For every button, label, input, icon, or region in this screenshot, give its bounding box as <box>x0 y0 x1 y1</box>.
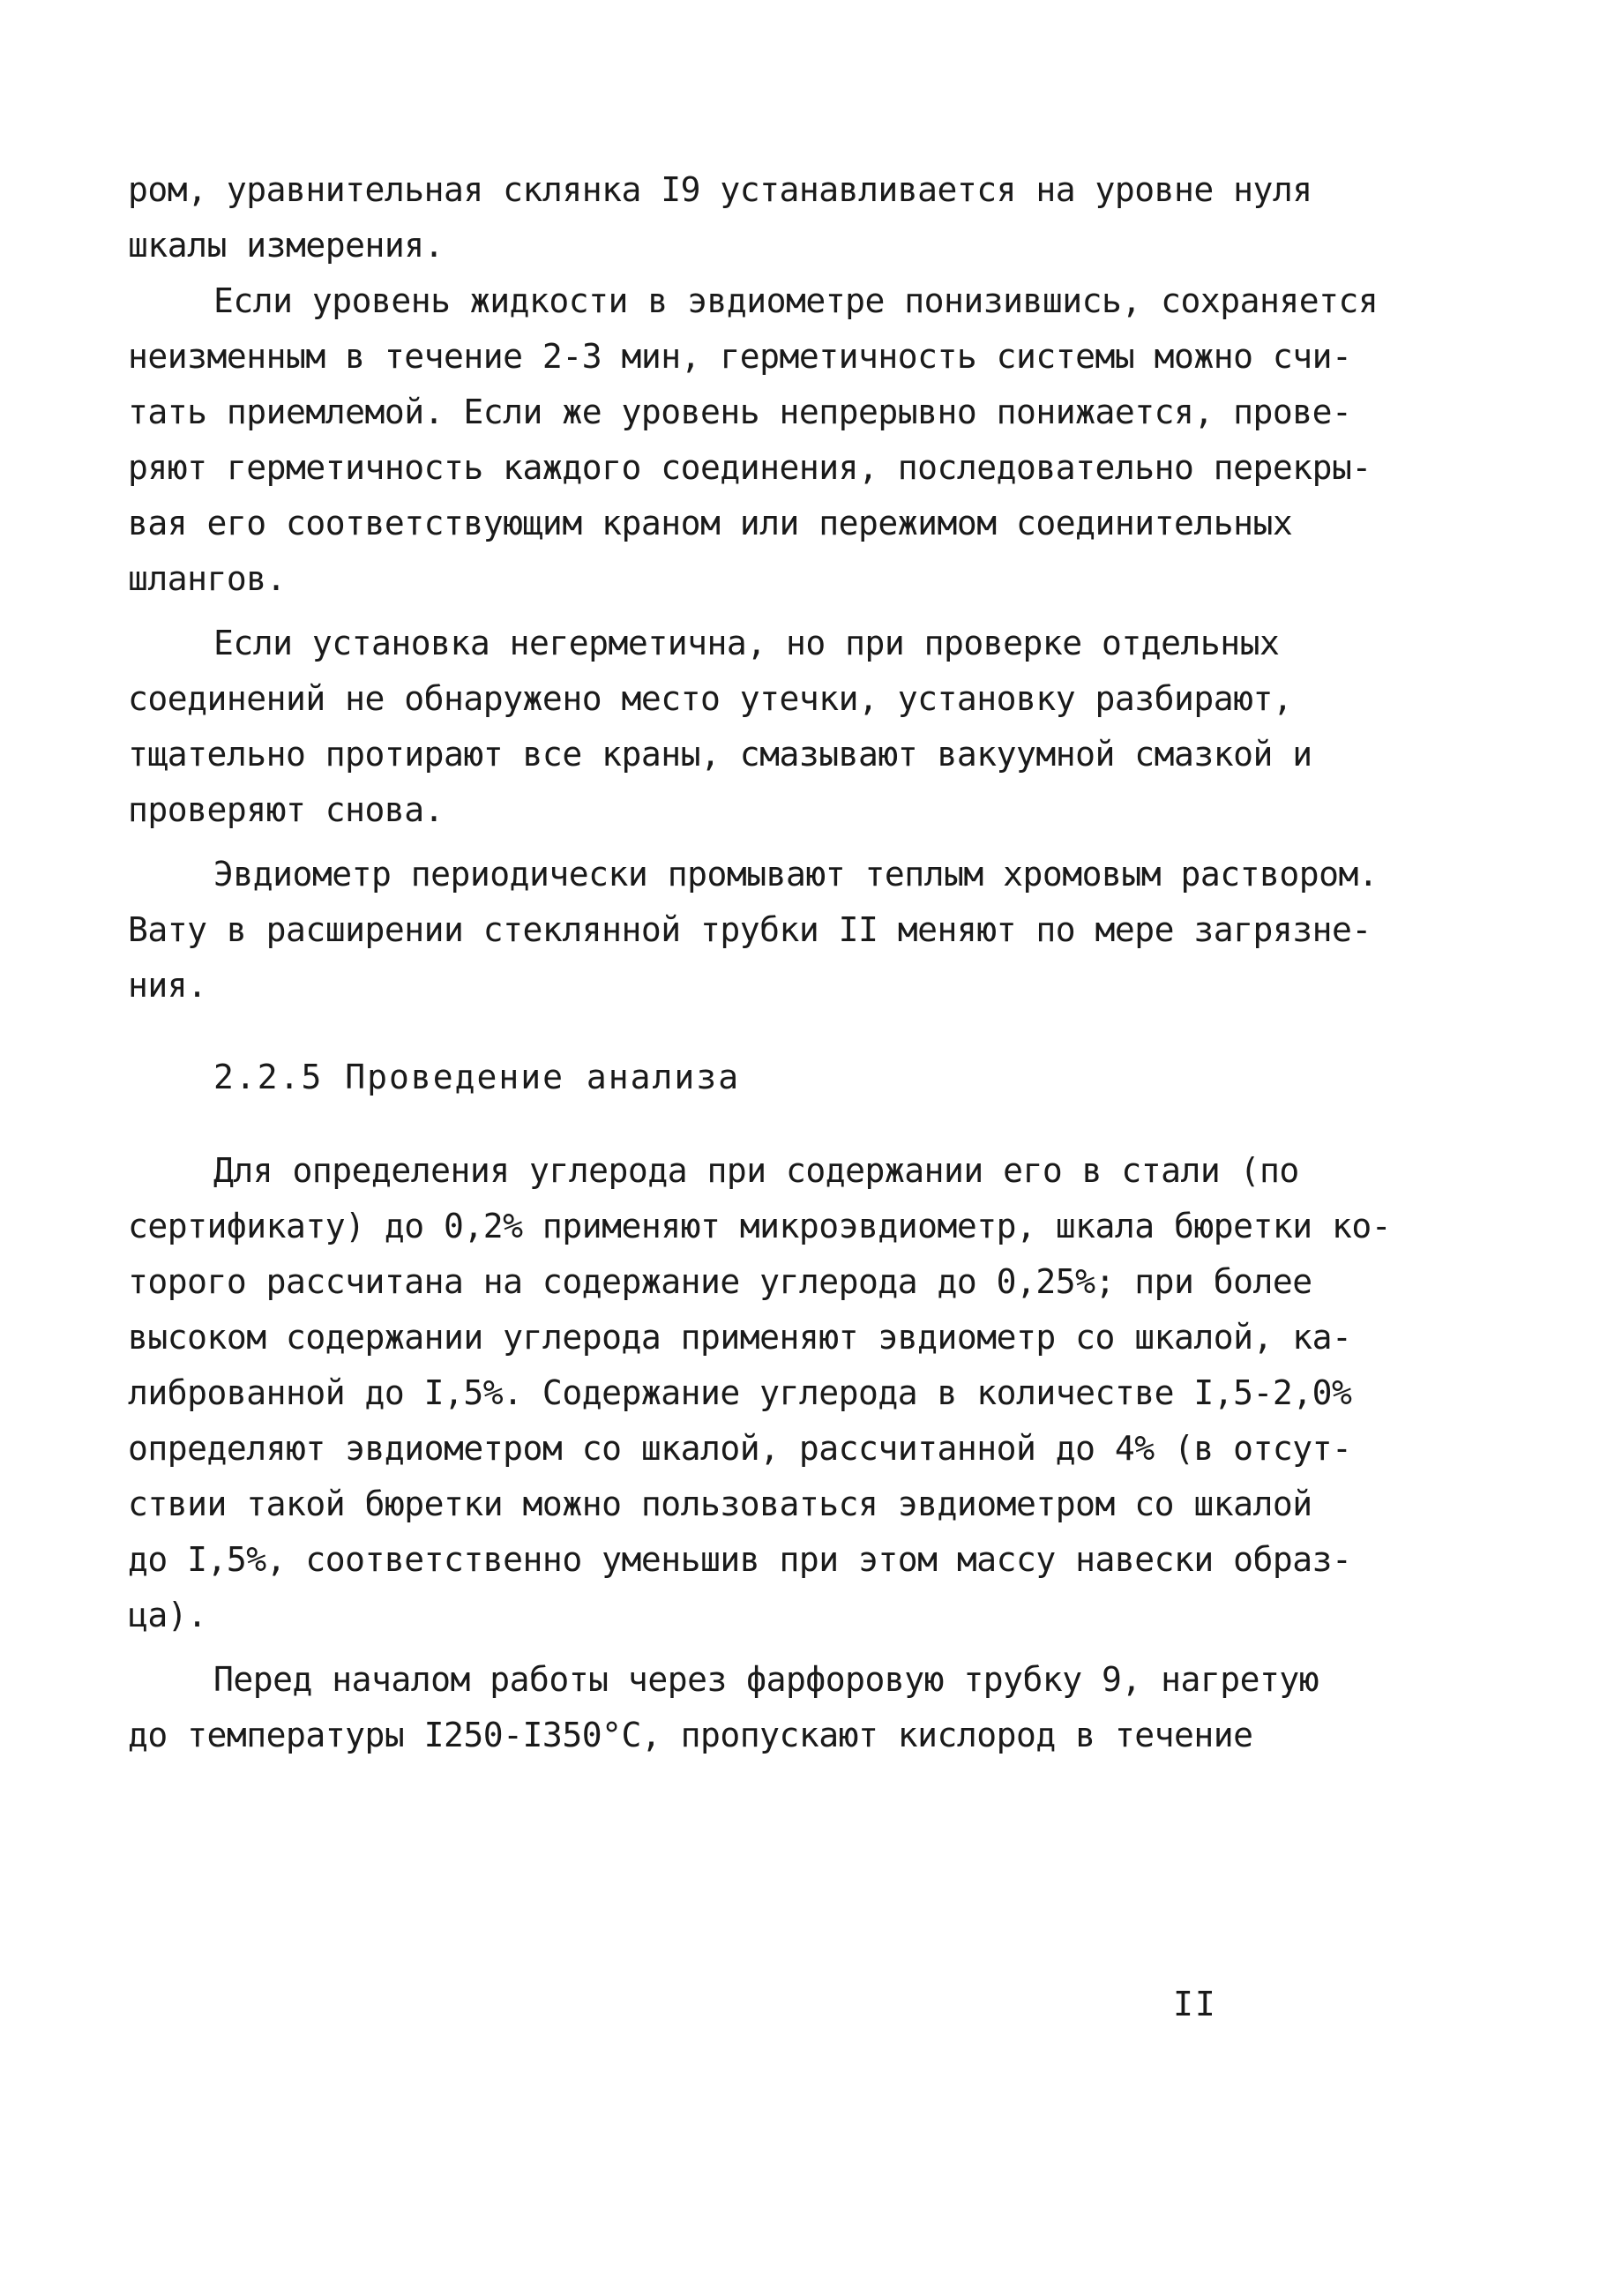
text-line: сертификату) до 0,2% применяют микроэвдиометр, шкала бюретки ко- <box>128 1207 1392 1245</box>
text-line: до I,5%, соответственно уменьшив при этом массу навески образ- <box>128 1540 1352 1579</box>
section-heading: 2.2.5 Проведение анализа <box>213 1058 741 1096</box>
text-line: проверяют снова. <box>128 790 445 829</box>
text-line: соединений не обнаружено место утечки, установку разбирают, <box>128 679 1293 718</box>
page-number: II <box>1173 1985 1217 2023</box>
text-line: Для определения углерода при содержании его в стали (по <box>213 1151 1299 1190</box>
text-line: определяют эвдиометром со шкалой, рассчитанной до 4% (в отсут- <box>128 1429 1352 1468</box>
text-line: неизменным в течение 2-3 мин, герметичность системы можно счи- <box>128 337 1352 376</box>
text-line: торого рассчитана на содержание углерода до 0,25%; при более <box>128 1262 1312 1301</box>
text-line: до температуры I250-I350°С, пропускают кислород в течение <box>128 1716 1253 1754</box>
text-line: Если установка негерметична, но при проверке отдельных <box>213 624 1280 662</box>
text-line: шкалы измерения. <box>128 226 445 265</box>
text-line: Перед началом работы через фарфоровую трубку 9, нагретую <box>213 1660 1319 1699</box>
text-line: Если уровень жидкости в эвдиометре понизившись, сохраняется <box>213 281 1379 320</box>
text-line: вая его соответствующим краном или пережимом соединительных <box>128 504 1293 542</box>
text-line: Вату в расширении стеклянной трубки II меняют по мере загрязне- <box>128 910 1372 949</box>
text-line: ром, уравнительная склянка I9 устанавливается на уровне нуля <box>128 170 1312 209</box>
text-line: ца). <box>128 1596 207 1634</box>
text-line: высоком содержании углерода применяют эвдиометр со шкалой, ка- <box>128 1318 1352 1357</box>
text-line: шлангов. <box>128 559 287 598</box>
text-line: ряют герметичность каждого соединения, последовательно перекры- <box>128 448 1372 487</box>
text-line: ния. <box>128 966 207 1005</box>
text-line: тщательно протирают все краны, смазывают вакуумной смазкой и <box>128 735 1312 774</box>
text-line: либрованной до I,5%. Содержание углерода в количестве I,5-2,0% <box>128 1373 1352 1412</box>
text-line: Эвдиометр периодически промывают теплым хромовым раствором. <box>213 855 1379 894</box>
text-line: ствии такой бюретки можно пользоваться эвдиометром со шкалой <box>128 1485 1312 1523</box>
text-line: тать приемлемой. Если же уровень непрерывно понижается, прове- <box>128 393 1352 431</box>
